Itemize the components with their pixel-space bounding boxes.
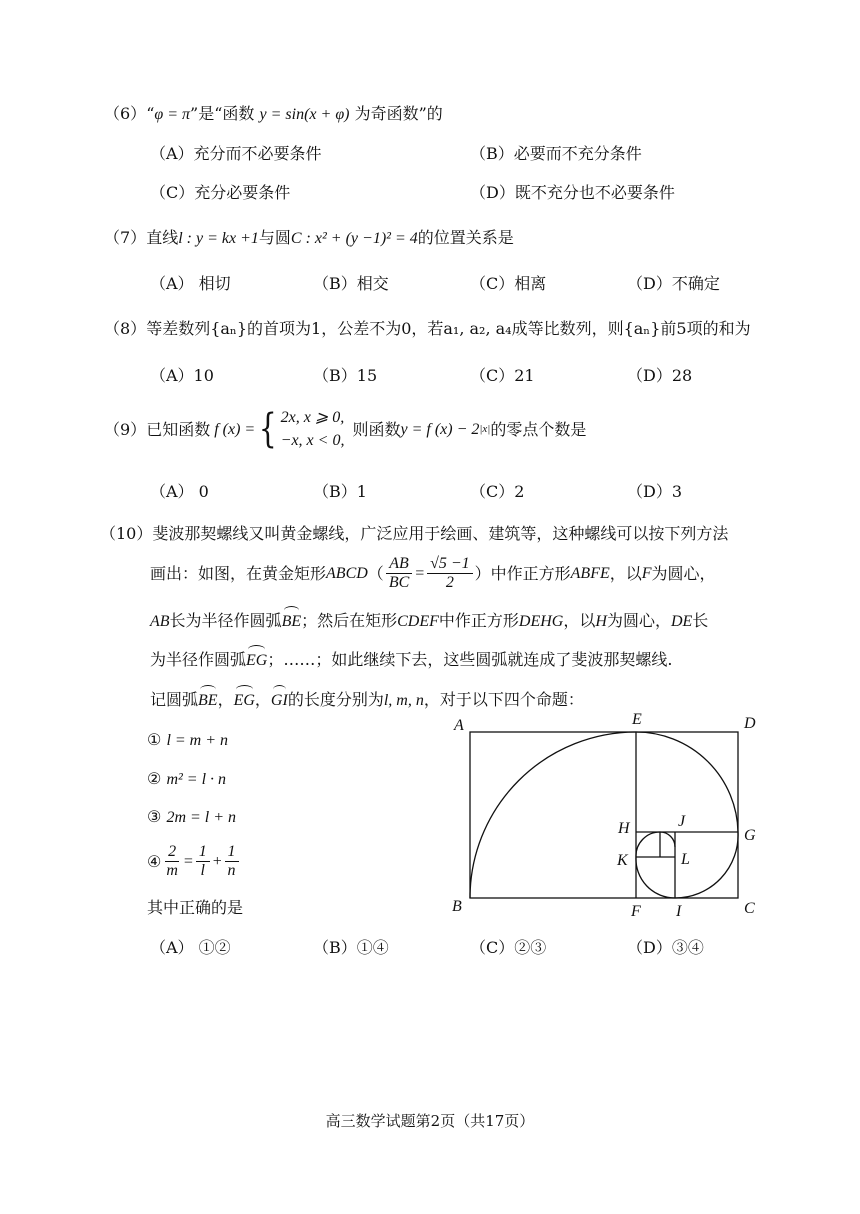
option-b: （B）必要而不充分条件 (470, 144, 642, 163)
math-expression: y = sin(x + φ) (259, 106, 350, 123)
arc-eg (636, 732, 738, 832)
question-9-stem: （9） 已知函数 f (x) = { 2x, x ⩾ 0, −x, x < 0, 则函数 y = f (x) − 2 |x| 的零点个数是 (104, 406, 587, 453)
rect-abcd (470, 732, 738, 898)
label-k: K (617, 852, 628, 869)
label-l: L (681, 851, 690, 868)
question-10-stem-line4: 为半径作圆弧EG；……；如此继续下去，这些圆弧就连成了斐波那契螺线. (150, 647, 672, 670)
question-number: （7） (104, 228, 147, 247)
brace-symbol: { (259, 406, 277, 453)
label-c: C (744, 900, 755, 917)
question-8-stem: （8）等差数列{aₙ}的首项为1，公差不为0，若a₁, a₂, a₄成等比数列，则{aₙ}前5项的和为 (104, 319, 751, 338)
option-d: （D）既不充分也不必要条件 (470, 183, 675, 202)
question-number: （9） (104, 419, 147, 439)
option-c: （C）充分必要条件 (150, 183, 291, 202)
label-e: E (632, 711, 642, 728)
option-d: （D）28 (627, 366, 693, 385)
option-d: （D）不确定 (627, 274, 720, 293)
question-10-stem-line2: 画出：如图，在黄金矩形 ABCD （ $\frac{AB}{BC}$ = $\frac{√5 -1}{2}$ ）中作正方形 ABFE ，以 F 为圆心， (150, 555, 716, 592)
option-b: （B）相交 (313, 274, 389, 293)
fraction-ab-bc: $\frac{AB}{BC}$ (386, 555, 412, 593)
label-h: H (618, 820, 630, 837)
math-fx: f (x) = (214, 420, 256, 438)
label-g: G (744, 827, 756, 844)
proposition-1: ① l = m + n (147, 730, 229, 749)
arc-be: BE (198, 687, 218, 710)
arc-inner (660, 832, 675, 847)
question-10-which: 其中正确的是 (147, 898, 244, 917)
question-number: （10） (100, 524, 153, 543)
option-a: （A） ①② (150, 938, 231, 957)
arc-kj (636, 832, 660, 857)
fibonacci-spiral-figure (440, 706, 770, 926)
question-10-stem-line1: （10）斐波那契螺线又叫黄金螺线，广泛应用于绘画、建筑等，这种螺线可以按下列方法 (100, 524, 729, 543)
label-d: D (744, 715, 756, 732)
option-d: （D）3 (627, 482, 683, 501)
option-c: （C）21 (470, 366, 535, 385)
label-a: A (454, 717, 464, 734)
page-footer: 高三数学试题第2页（共17页） (325, 1112, 535, 1130)
label-j: J (678, 813, 686, 830)
option-c: （C）②③ (470, 938, 547, 957)
option-c: （C）相离 (470, 274, 547, 293)
option-c: （C）2 (470, 482, 525, 501)
arc-be (470, 732, 636, 898)
arc-be: BE (282, 608, 302, 631)
option-a: （A） 相切 (150, 274, 231, 293)
question-10-stem-line5: 记圆弧BE，EG，GI的长度分别为l, m, n，对于以下四个命题： (150, 687, 584, 710)
fraction-golden: $\frac{√5 -1}{2}$ (427, 555, 473, 593)
question-number: （6） (104, 104, 147, 123)
option-b: （B）15 (313, 366, 378, 385)
option-b: （B）①④ (313, 938, 389, 957)
arc-eg: EG (246, 647, 267, 670)
option-d: （D）③④ (627, 938, 704, 957)
question-7-stem: （7）直线l : y = kx +1与圆C : x² + (y −1)² = 4的位置关系是 (104, 228, 514, 247)
proposition-3: ③ 2m = l + n (147, 807, 237, 826)
piecewise-cases: 2x, x ⩾ 0, −x, x < 0, (280, 409, 345, 450)
label-i: I (676, 903, 682, 920)
math-gx: y = f (x) − 2 (400, 420, 480, 438)
proposition-2: ② m² = l · n (147, 769, 227, 788)
option-a: （A） 0 (150, 482, 209, 501)
arc-ik (636, 857, 675, 898)
math-condition: φ = π (154, 106, 191, 123)
arc-eg: EG (234, 687, 255, 710)
question-number: （8） (104, 319, 147, 338)
option-a: （A）充分而不必要条件 (150, 144, 322, 163)
question-10-stem-line3: AB长为半径作圆弧BE；然后在矩形CDEF中作正方形DEHG，以H为圆心，DE长 (150, 608, 708, 631)
math-line: l : y = kx +1 (178, 230, 259, 247)
label-f: F (631, 903, 641, 920)
proposition-4: ④ $\frac{2}{m}$ = $\frac{1}{l}$ + $\frac{1}{n}$ (147, 843, 241, 881)
question-6-stem: （6）“φ = π”是“函数 y = sin(x + φ) 为奇函数”的 (104, 104, 443, 123)
option-b: （B）1 (313, 482, 367, 501)
math-circle: C : x² + (y −1)² = 4 (290, 230, 418, 247)
option-a: （A）10 (150, 366, 214, 385)
label-b: B (452, 898, 462, 915)
arc-gi: GI (271, 687, 288, 710)
